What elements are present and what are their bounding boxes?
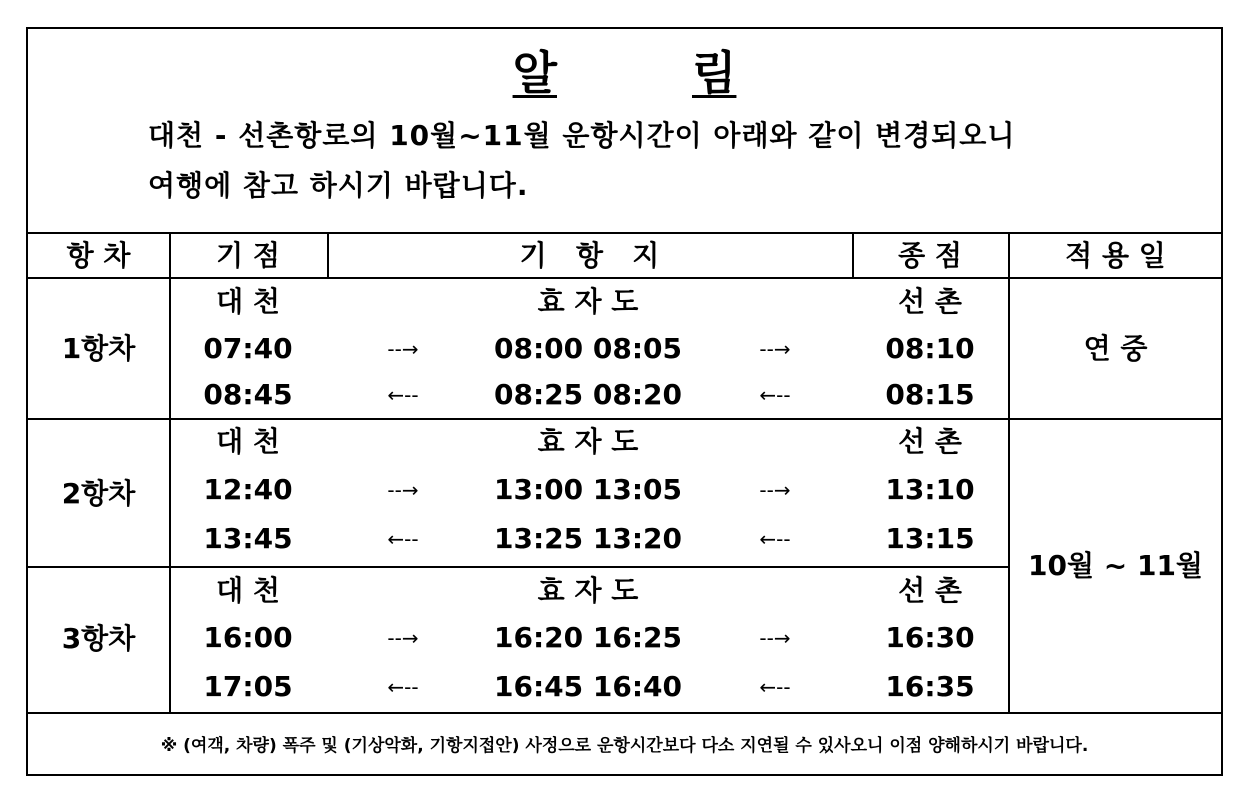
row1-bottom-border xyxy=(28,418,1221,420)
trip-2-back-terminal: 13:15 xyxy=(885,522,975,555)
trip-2-out-terminal: 13:10 xyxy=(885,473,975,506)
trip-1-out-terminal: 08:10 xyxy=(885,332,975,365)
trip-1-back-origin: 08:45 xyxy=(203,378,293,411)
trip-1-terminal-name: 선 촌 xyxy=(898,285,962,318)
applied-year-round: 연 중 xyxy=(1083,332,1148,365)
trip-3-out-terminal: 16:30 xyxy=(885,621,975,654)
arrow-right: --→ xyxy=(387,337,419,361)
trip-3-terminal-name: 선 촌 xyxy=(898,574,962,607)
footer-note: ※ (여객, 차량) 폭주 및 (기상악화, 기항지접안) 사정으로 운항시간보다 다소 지연될 수 있사오니 이점 양해하시기 바랍니다. xyxy=(160,736,1089,756)
trip-2-out-via: 13:00 13:05 xyxy=(493,473,682,506)
header-trip: 항 차 xyxy=(66,239,131,272)
header-applied: 적 용 일 xyxy=(1065,239,1166,272)
trip-1-back-terminal: 08:15 xyxy=(885,378,975,411)
trip-3-back-via: 16:45 16:40 xyxy=(493,670,682,703)
arrow-left: ←-- xyxy=(759,383,791,407)
arrow-right: --→ xyxy=(759,478,791,502)
trip-2-via-name: 효 자 도 xyxy=(537,425,639,458)
trip-1-via-name: 효 자 도 xyxy=(537,285,639,318)
arrow-left: ←-- xyxy=(387,527,419,551)
trip-3-origin-name: 대 천 xyxy=(216,574,280,607)
header-via: 기 항 지 xyxy=(519,239,660,272)
trip-3-label: 3항차 xyxy=(61,622,136,655)
trip-1-out-via: 08:00 08:05 xyxy=(493,332,682,365)
arrow-right: --→ xyxy=(387,626,419,650)
notice-frame xyxy=(26,27,1223,776)
notice-line-2: 여행에 참고 하시기 바랍니다. xyxy=(148,169,529,202)
header-origin: 기 점 xyxy=(216,239,280,272)
trip-2-back-origin: 13:45 xyxy=(203,522,293,555)
page-title xyxy=(28,37,1221,103)
trip-3-back-terminal: 16:35 xyxy=(885,670,975,703)
header-bottom-border xyxy=(28,277,1221,279)
arrow-left: ←-- xyxy=(387,675,419,699)
notice-line-1: 대천 - 선촌항로의 10월~11월 운항시간이 아래와 같이 변경되오니 xyxy=(148,119,1016,152)
col-divider-4 xyxy=(1008,232,1010,712)
trip-2-origin-name: 대 천 xyxy=(216,425,280,458)
arrow-right: --→ xyxy=(759,337,791,361)
table-bottom-border xyxy=(28,712,1221,714)
applied-oct-nov: 10월 ~ 11월 xyxy=(1028,549,1203,582)
arrow-left: ←-- xyxy=(759,527,791,551)
arrow-right: --→ xyxy=(759,626,791,650)
arrow-left: ←-- xyxy=(387,383,419,407)
trip-3-back-origin: 17:05 xyxy=(203,670,293,703)
trip-1-out-origin: 07:40 xyxy=(203,332,293,365)
trip-3-via-name: 효 자 도 xyxy=(537,574,639,607)
trip-2-back-via: 13:25 13:20 xyxy=(493,522,682,555)
title-right: 림 xyxy=(692,46,737,100)
row2-bottom-border xyxy=(28,566,1010,568)
trip-1-back-via: 08:25 08:20 xyxy=(493,378,682,411)
title-left: 알 xyxy=(512,46,557,100)
trip-2-terminal-name: 선 촌 xyxy=(898,425,962,458)
trip-3-out-via: 16:20 16:25 xyxy=(493,621,682,654)
trip-1-origin-name: 대 천 xyxy=(216,285,280,318)
arrow-left: ←-- xyxy=(759,675,791,699)
trip-1-label: 1항차 xyxy=(61,332,136,365)
arrow-right: --→ xyxy=(387,478,419,502)
trip-3-out-origin: 16:00 xyxy=(203,621,293,654)
header-terminal: 종 점 xyxy=(898,239,962,272)
trip-2-label: 2항차 xyxy=(61,477,136,510)
trip-2-out-origin: 12:40 xyxy=(203,473,293,506)
